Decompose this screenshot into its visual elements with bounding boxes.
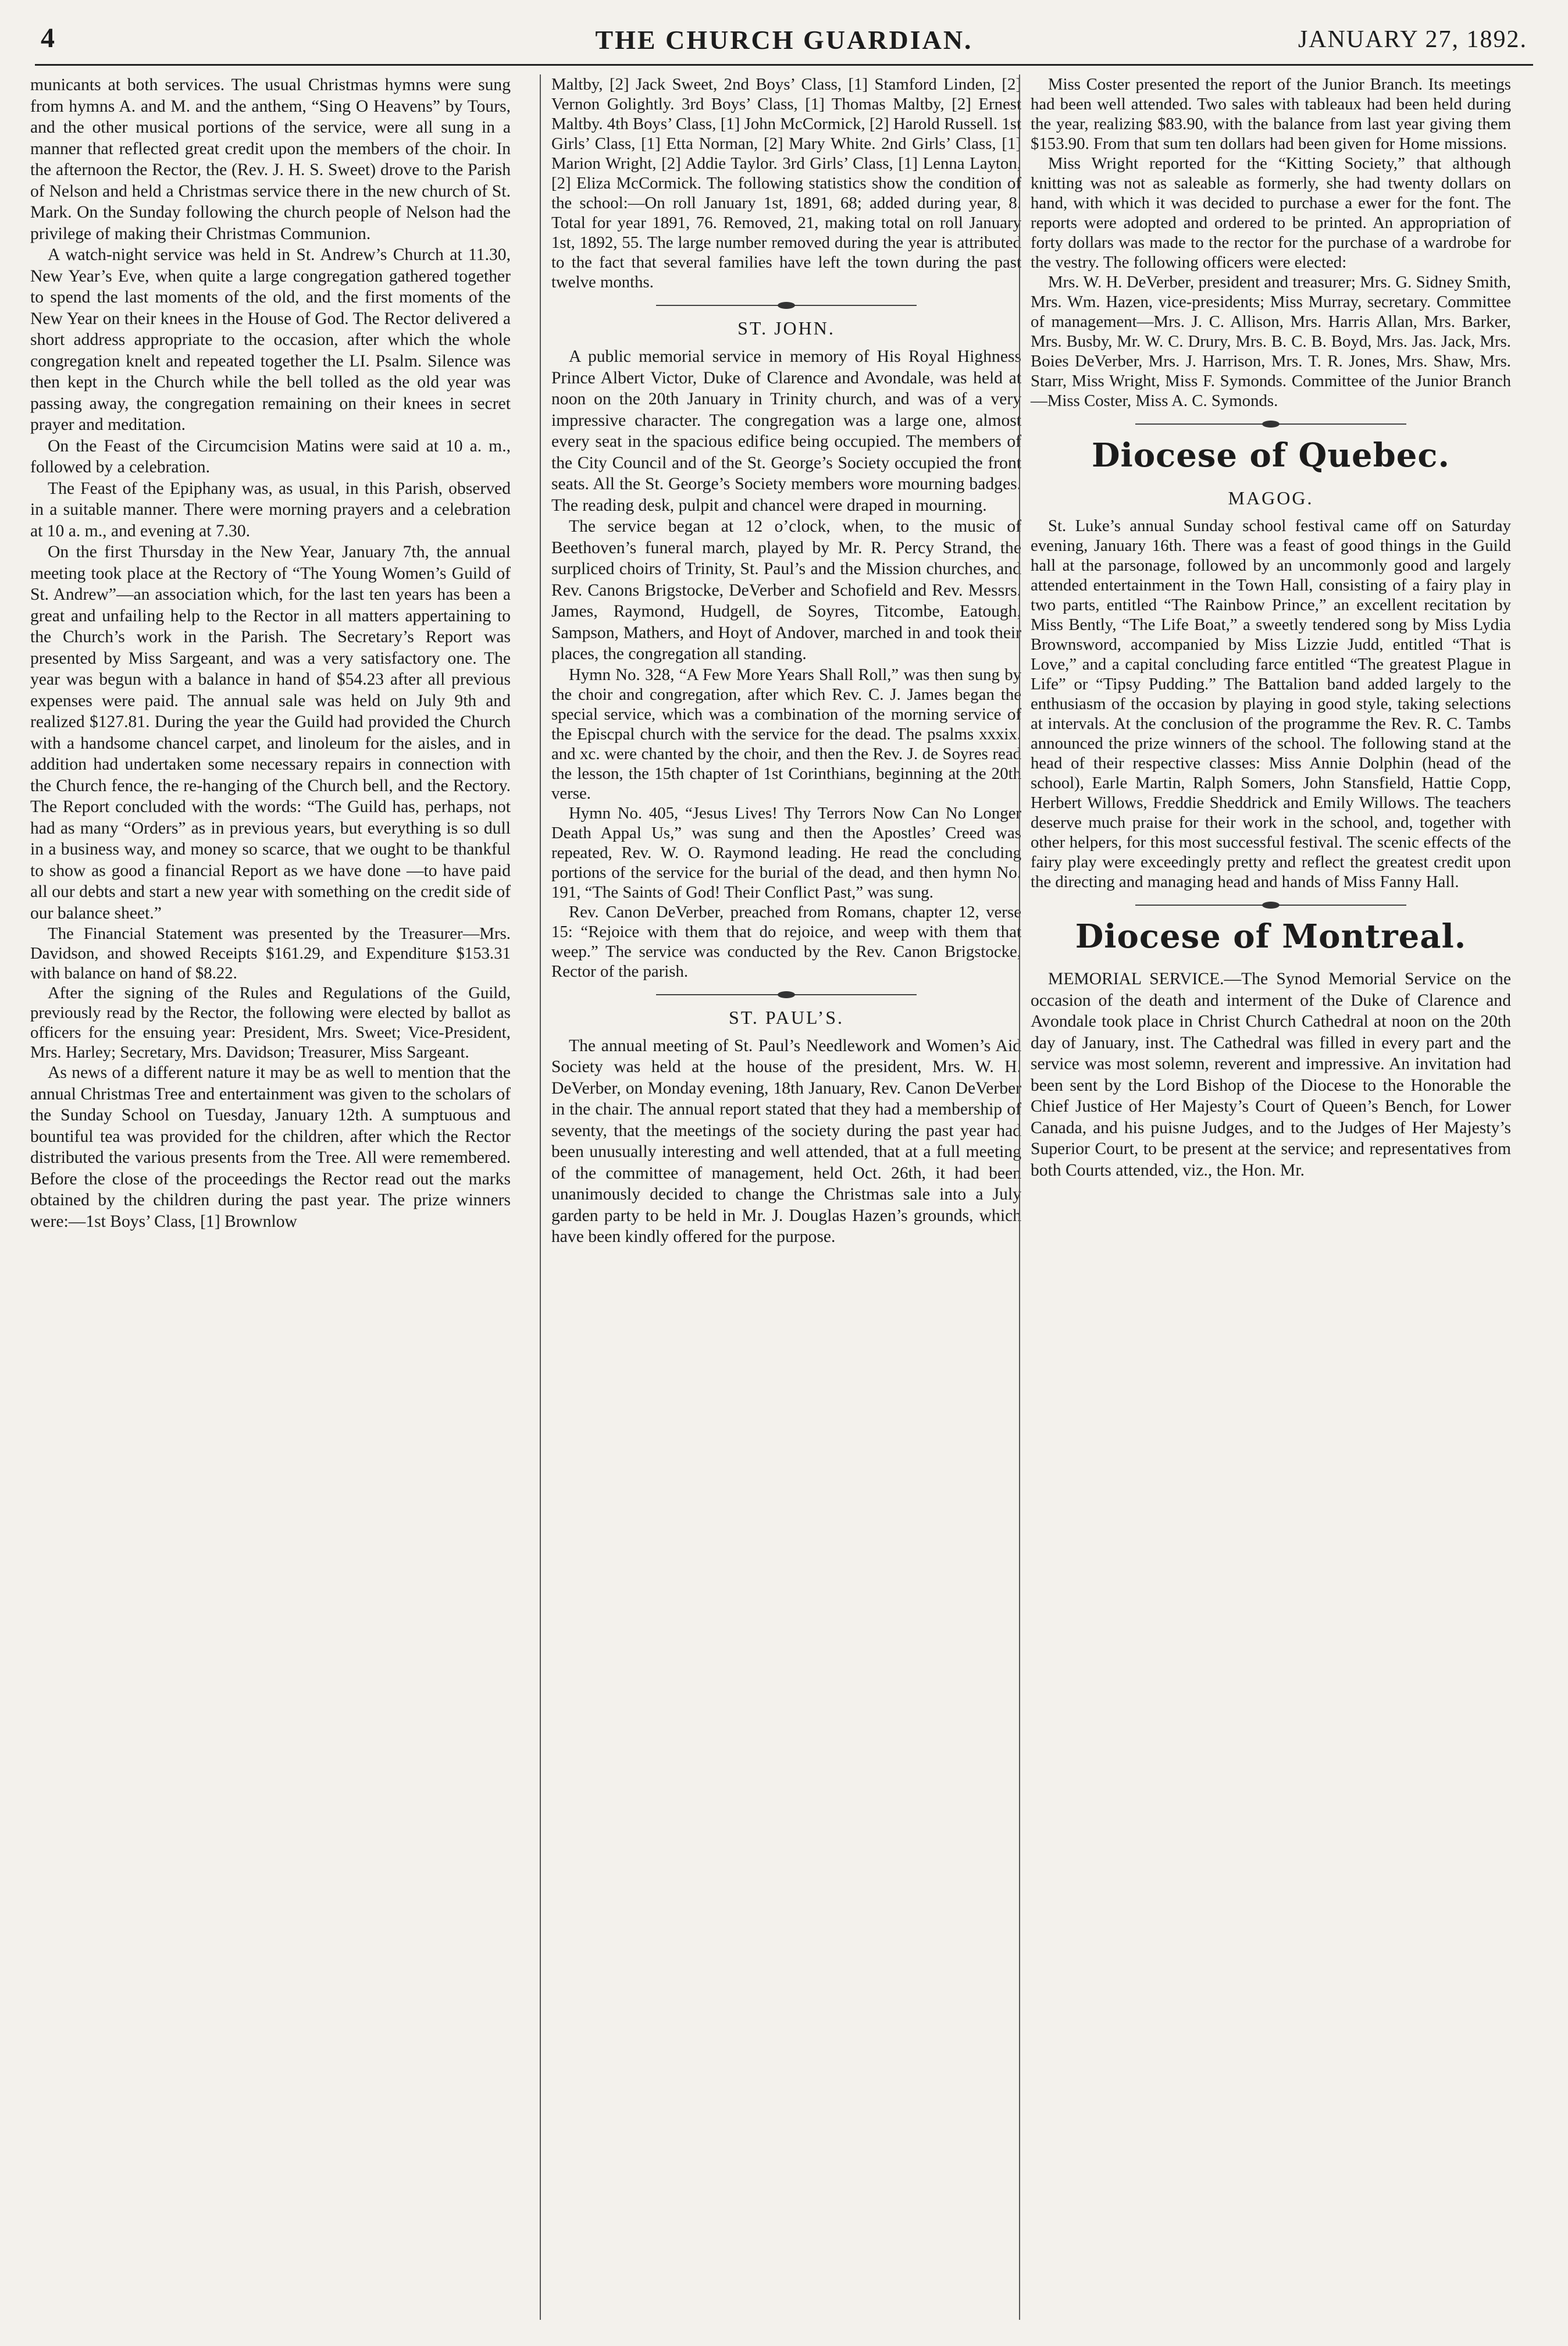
section-heading-st-pauls: ST. PAUL’S. bbox=[728, 1006, 844, 1028]
paragraph: The service began at 12 o’clock, when, to the music of Beethoven’s funeral march, played by Mr. R. Percy Strand, the surpliced choirs of Trinity, St. Paul’s and the Mission churches, and Rev. Canons Brigstocke, DeVerber and Schofield and Rev. Messrs. James, Raymond, Hudgell, de Soyres, Titcombe, Eatough, Sampson, Mathers, and Hoyt of Andover, marched in and took their places, the congregation all standing. bbox=[551, 517, 1021, 663]
paragraph: A public memorial service in memory of His Royal Highness Prince Albert Victor, Duke of Clarence and Avondale, was held at noon on the 20th January in Trinity church, and was of a very impressive character. The congregation was a large one, almost every seat in the spacious edifice being occupied. The members of the City Council and of the St. George’s Society occupied the front seats. All the St. George’s Society members wore mourning badges. The reading desk, pulpit and chancel were draped in mourning. bbox=[551, 347, 1021, 515]
column-1 bbox=[30, 74, 511, 2320]
page-header bbox=[35, 12, 1533, 66]
column-2 bbox=[540, 74, 1021, 2320]
section-divider bbox=[656, 305, 917, 306]
section-divider bbox=[1135, 423, 1406, 425]
section-heading-magog: MAGOG. bbox=[1228, 487, 1314, 508]
paragraph: The annual meeting of St. Paul’s Needlework and Women’s Aid Society was held at the house of the president, Mrs. W. H. DeVerber, on Monday evening, 18th January, Rev. Canon DeVerber in the chair. The annual report stated that they had a membership of seventy, that the meetings of the society during the past year had been unusually interesting and well attended, that at a full meeting of the committee of management, held Oct. 26th, it had been unanimously decided to change the Christmas sale into a July garden party to be held in Mr. J. Douglas Hazen’s grounds, which have been kindly offered for the purpose. bbox=[551, 1036, 1021, 1246]
section-divider bbox=[1135, 905, 1406, 906]
paragraph: Mrs. W. H. DeVerber, president and treasurer; Mrs. G. Sidney Smith, Mrs. Wm. Hazen, vice-presidents; Miss Murray, secretary. Committee of management—Mrs. J. C. Allison, Mrs. Harris Allan, Mrs. Barker, Mrs. Busby, Mr. W. C. Drury, Mrs. B. C. B. Boyd, Mrs. Jas. Jack, Mrs. Boies DeVerber, Mrs. J. Harrison, Mrs. T. R. Jones, Mrs. Shaw, Mrs. Starr, Miss Wright, Miss F. Symonds. Committee of the Junior Branch—Miss Coster, Miss A. C. Symonds. bbox=[1031, 273, 1511, 410]
paragraph: The Financial Statement was presented by the Treasurer—Mrs. Davidson, and showed Receipts $161.29, and Expenditure $153.31 with balance on hand of $8.22. bbox=[30, 924, 511, 982]
paragraph: Hymn No. 405, “Jesus Lives! Thy Terrors Now Can No Longer Death Appal Us,” was sung and then the Apostles’ Creed was repeated, Rev. W. O. Raymond leading. He read the concluding portions of the service for the burial of the dead, and then hymn No. 191, “The Saints of God! Their Conflict Past,” was sung. bbox=[551, 803, 1021, 902]
masthead: THE CHURCH GUARDIAN. bbox=[595, 25, 973, 55]
issue-date: JANUARY 27, 1892. bbox=[1298, 26, 1527, 53]
paragraph: Miss Coster presented the report of the Junior Branch. Its meetings had been well attended. Two sales with tableaux had been held during the year, realizing $83.90, with the balance from last year giving them $153.90. From that sum ten dollars had been given for Home missions. bbox=[1031, 75, 1511, 153]
column-3 bbox=[1019, 74, 1511, 2320]
paragraph: The Feast of the Epiphany was, as usual, in this Parish, observed in a suitable manner. There were morning prayers and a celebration at 10 a. m., and evening at 7.30. bbox=[30, 479, 511, 540]
paragraph: Miss Wright reported for the “Kitting Society,” that although knitting was not as saleable as formerly, she had twenty dollars on hand, with which it was decided to purchase a ewer for the font. The reports were adopted and ordered to be printed. An appropriation of forty dollars was made to the rector for the purchase of a wardrobe for the vestry. The following officers were elected: bbox=[1031, 154, 1511, 272]
paragraph: MEMORIAL SERVICE.—The Synod Memorial Service on the occasion of the death and interment of the Duke of Clarence and Avondale took place in Christ Church Cathedral at noon on the 20th day of January, inst. The Cathedral was filled in every part and the service was most solemn, reverent and impressive. An invitation had been sent by the Lord Bishop of the Diocese to the Honorable the Chief Justice of Her Majesty’s Court of Queen’s Bench, for Lower Canada, and his puisne Judges, and to the Judges of Her Majesty’s Superior Court, to be present at the service; and representatives from both Courts attended, viz., the Hon. Mr. bbox=[1031, 970, 1511, 1180]
paragraph: On the first Thursday in the New Year, January 7th, the annual meeting took place at the Rectory of “The Young Women’s Guild of St. Andrew”—an association which, for the last ten years has been a great and unfailing help to the Rector in all matters appertaining to the Church’s work in the Parish. The Secretary’s Report was presented by Miss Sargeant, and was a very satisfactory one. The year was begun with a balance in hand of $54.23 after all previous expenses were paid. The annual sale was held on July 9th and realized $127.81. During the year the Guild had provided the Church with a handsome chancel carpet, and linoleum for the aisles, and in addition had undertaken some necessary repairs in connection with the Church fence, the re-hanging of the Church bell, and the Rectory. The Report concluded with the words: “The Guild has, perhaps, not had as many “Orders” as in previous years, but everything is so dull in a business way, and money so scarce, that we ought to be thankful to show as good a financial Report as we have done —to have paid all our debts and start a new year with something on the credit side of our balance sheet.” bbox=[30, 543, 511, 923]
paragraph: A watch-night service was held in St. Andrew’s Church at 11.30, New Year’s Eve, when quite a large congregation gathered together to spend the last moments of the old, and the first moments of the New Year on their knees in the House of God. The Rector delivered a short address appropriate to the occasion, after which the whole congregation knelt and repeated together the LI. Psalm. Silence was then kept in the Church while the bell tolled as the old year was passing away, the congregation remaining on their knees in secret prayer and meditation. bbox=[30, 245, 511, 434]
diocese-heading-montreal: Diocese of Montreal. bbox=[1075, 917, 1467, 956]
paragraph: On the Feast of the Circumcision Matins were said at 10 a. m., followed by a celebration. bbox=[30, 436, 511, 476]
paragraph: After the signing of the Rules and Regulations of the Guild, previously read by the Rector, the following were elected by ballot as officers for the ensuing year: President, Mrs. Sweet; Vice-President, Mrs. Harley; Secretary, Mrs. Davidson; Treasurer, Miss Sargeant. bbox=[30, 984, 511, 1062]
paragraph: Maltby, [2] Jack Sweet, 2nd Boys’ Class, [1] Stamford Linden, [2] Vernon Golightly. 3rd Boys’ Class, [1] Thomas Maltby, [2] Ernest Maltby. 4th Boys’ Class, [1] John McCormick, [2] Harold Russell. 1st Girls’ Class, [1] Etta Norman, [2] Mary White. 2nd Girls’ Class, [1] Marion Wright, [2] Addie Taylor. 3rd Girls’ Class, [1] Lenna Layton, [2] Eliza McCormick. The following statistics show the condition of the school:—On roll January 1st, 1891, 68; added during year, 8. Total for year 1891, 76. Removed, 21, making total on roll January 1st, 1892, 55. The large number removed during the year is attributed to the fact that several families have left the town during the past twelve months. bbox=[551, 75, 1021, 291]
paragraph: municants at both services. The usual Christmas hymns were sung from hymns A. and M. and the anthem, “Sing O Heavens” by Tours, and the other musical portions of the service, were all sung in a manner that reflected great credit upon the members of the choir. In the afternoon the Rector, the (Rev. J. H. S. Sweet) drove to the Parish of Nelson and held a Christmas service there in the new church of St. Mark. On the Sunday following the church people of Nelson had the privilege of making their Christmas Communion. bbox=[30, 76, 511, 243]
paragraph: Rev. Canon DeVerber, preached from Romans, chapter 12, verse 15: “Rejoice with them that do rejoice, and weep with them that weep.” The service was conducted by the Rev. Canon Brigstocke, Rector of the parish. bbox=[551, 902, 1021, 981]
paragraph: Hymn No. 328, “A Few More Years Shall Roll,” was then sung by the choir and congregation, after which Rev. C. J. James began the special service, which was a combination of the morning service of the Episcpal church with the service for the dead. The psalms xxxix. and xc. were chanted by the choir, and then the Rev. J. de Soyres read the lesson, the 15th chapter of 1st Corinthians, beginning at the 20th verse. bbox=[551, 665, 1021, 803]
diocese-heading-quebec: Diocese of Quebec. bbox=[1091, 436, 1450, 475]
paragraph: As news of a different nature it may be as well to mention that the annual Christmas Tree and entertainment was given to the scholars of the Sunday School on Tuesday, January 12th. A sumptuous and bountiful tea was provided for the children, after which the Rector distributed the various presents from the Tree. All were remembered. Before the close of the proceedings the Rector read out the marks obtained by the children during the past year. The prize winners were:—1st Boys’ Class, [1] Brownlow bbox=[30, 1063, 511, 1231]
page-number: 4 bbox=[41, 23, 55, 54]
section-heading-st-john: ST. JOHN. bbox=[737, 318, 835, 339]
paragraph: St. Luke’s annual Sunday school festival came off on Saturday evening, January 16th. There was a feast of good things in the Guild hall at the parsonage, followed by an uncommonly good and largely attended entertainment in the Town Hall, consisting of a fairy play in two parts, entitled “The Rainbow Prince,” an excellent recitation by Miss Bently, “The Life Boat,” a sweetly tendered song by Miss Lydia Brownsword, accompanied by Miss Lizzie Judd, entitled “That is Love,” and a capital concluding farce entitled “The greatest Plague in Life” or “Tipsy Pudding.” The Battalion band added largely to the enthusiasm of the occasion by playing in good style, taking selections at intervals. At the conclusion of the programme the Rev. R. C. Tambs announced the prize winners of the school. The following stand at the head of their respective classes: Miss Annie Dolphin (head of the school), Earle Martin, Ralph Somers, John Stansfield, Hattie Copp, Herbert Willows, Freddie Sheddrick and Emily Willows. The teachers deserve much praise for their work in the school, and, together with other helpers, for this most successful festival. The scenic effects of the fairy play were exceedingly pretty and reflect the greatest credit upon the directing and managing head and hands of Miss Fanny Hall. bbox=[1031, 517, 1511, 891]
section-divider bbox=[656, 994, 917, 995]
